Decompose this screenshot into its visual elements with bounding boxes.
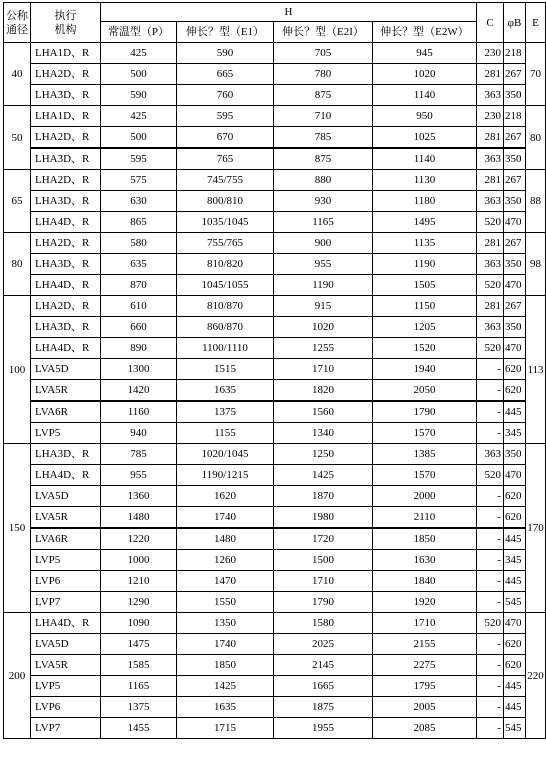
h-p-cell: 635 — [101, 254, 177, 275]
h-p-cell: 630 — [101, 191, 177, 212]
h-e2i-cell: 1580 — [274, 613, 373, 634]
header-dn: 公称 通径 — [4, 3, 31, 43]
h-e1-cell: 1635 — [177, 380, 274, 402]
b-cell: 267 — [504, 233, 526, 254]
c-cell: 363 — [477, 85, 504, 106]
h-p-cell: 1220 — [101, 528, 177, 550]
header-b: φB — [504, 3, 526, 43]
header-e: E — [526, 3, 546, 43]
mechanism-cell: LHA2D、R — [31, 64, 101, 85]
c-cell: 281 — [477, 296, 504, 317]
h-p-cell: 580 — [101, 233, 177, 254]
h-e1-cell: 1470 — [177, 571, 274, 592]
h-e2i-cell: 1710 — [274, 359, 373, 380]
e-cell: 80 — [526, 106, 546, 170]
h-e2w-cell: 2005 — [373, 697, 477, 718]
h-p-cell: 595 — [101, 148, 177, 170]
c-cell: - — [477, 401, 504, 423]
table-row — [4, 317, 546, 338]
c-cell: - — [477, 528, 504, 550]
h-e2i-cell: 780 — [274, 64, 373, 85]
table-row — [4, 338, 546, 359]
table-row — [4, 634, 546, 655]
h-e2i-cell: 1020 — [274, 317, 373, 338]
b-cell: 470 — [504, 212, 526, 233]
h-e2w-cell: 1840 — [373, 571, 477, 592]
h-e2w-cell: 1795 — [373, 676, 477, 697]
mechanism-cell: LVP6 — [31, 697, 101, 718]
h-e2i-cell: 880 — [274, 170, 373, 191]
mechanism-cell: LVA5D — [31, 486, 101, 507]
mechanism-cell: LHA3D、R — [31, 85, 101, 106]
b-cell: 267 — [504, 296, 526, 317]
b-cell: 445 — [504, 676, 526, 697]
h-e1-cell: 1020/1045 — [177, 444, 274, 465]
mechanism-cell: LVP5 — [31, 550, 101, 571]
b-cell: 267 — [504, 170, 526, 191]
mechanism-cell: LVA5R — [31, 655, 101, 676]
dn-cell: 80 — [4, 233, 31, 296]
b-cell: 350 — [504, 444, 526, 465]
h-e1-cell: 1100/1110 — [177, 338, 274, 359]
h-e1-cell: 860/870 — [177, 317, 274, 338]
h-e1-cell: 1740 — [177, 634, 274, 655]
mechanism-cell: LHA4D、R — [31, 275, 101, 296]
table-row — [4, 592, 546, 613]
h-e2w-cell: 1940 — [373, 359, 477, 380]
c-cell: 520 — [477, 275, 504, 296]
table-row — [4, 64, 546, 85]
table-row — [4, 254, 546, 275]
h-p-cell: 870 — [101, 275, 177, 296]
b-cell: 218 — [504, 43, 526, 64]
b-cell: 350 — [504, 148, 526, 170]
b-cell: 218 — [504, 106, 526, 127]
header-h: H — [101, 3, 477, 22]
h-e2w-cell: 1385 — [373, 444, 477, 465]
mechanism-cell: LHA4D、R — [31, 212, 101, 233]
b-cell: 620 — [504, 486, 526, 507]
table-row — [4, 275, 546, 296]
table-row — [4, 106, 546, 127]
b-cell: 445 — [504, 528, 526, 550]
header-mechanism: 执行 机构 — [31, 3, 101, 43]
dn-cell: 150 — [4, 444, 31, 613]
table-row — [4, 233, 546, 254]
h-p-cell: 890 — [101, 338, 177, 359]
b-cell: 620 — [504, 359, 526, 380]
h-e2w-cell: 1505 — [373, 275, 477, 296]
h-e2i-cell: 875 — [274, 148, 373, 170]
mechanism-cell: LVA5D — [31, 359, 101, 380]
table-row — [4, 380, 546, 402]
h-e1-cell: 810/870 — [177, 296, 274, 317]
h-e1-cell: 800/810 — [177, 191, 274, 212]
h-e2i-cell: 1665 — [274, 676, 373, 697]
c-cell: 363 — [477, 254, 504, 275]
h-e2w-cell: 1790 — [373, 401, 477, 423]
dn-cell: 200 — [4, 613, 31, 739]
c-cell: 363 — [477, 148, 504, 170]
h-e2i-cell: 2145 — [274, 655, 373, 676]
b-cell: 470 — [504, 275, 526, 296]
c-cell: - — [477, 359, 504, 380]
table-row — [4, 359, 546, 380]
h-p-cell: 1420 — [101, 380, 177, 402]
h-e1-cell: 755/765 — [177, 233, 274, 254]
table-row — [4, 296, 546, 317]
h-e1-cell: 1375 — [177, 401, 274, 423]
h-e1-cell: 1045/1055 — [177, 275, 274, 296]
h-p-cell: 1480 — [101, 507, 177, 529]
h-e2i-cell: 1790 — [274, 592, 373, 613]
table-row — [4, 528, 546, 550]
b-cell: 350 — [504, 85, 526, 106]
b-cell: 620 — [504, 507, 526, 529]
dn-cell: 50 — [4, 106, 31, 170]
h-e2i-cell: 1875 — [274, 697, 373, 718]
h-e2w-cell: 1025 — [373, 127, 477, 149]
mechanism-cell: LHA3D、R — [31, 148, 101, 170]
h-e1-cell: 810/820 — [177, 254, 274, 275]
c-cell: - — [477, 486, 504, 507]
mechanism-cell: LVA5D — [31, 634, 101, 655]
h-p-cell: 500 — [101, 127, 177, 149]
h-e2w-cell: 1570 — [373, 423, 477, 444]
table-row — [4, 676, 546, 697]
table-row — [4, 127, 546, 149]
c-cell: 281 — [477, 170, 504, 191]
b-cell: 470 — [504, 613, 526, 634]
h-e2i-cell: 915 — [274, 296, 373, 317]
e-cell: 70 — [526, 43, 546, 106]
dimension-table — [3, 2, 546, 739]
table-row — [4, 613, 546, 634]
h-p-cell: 940 — [101, 423, 177, 444]
c-cell: - — [477, 592, 504, 613]
b-cell: 350 — [504, 317, 526, 338]
mechanism-cell: LVP5 — [31, 676, 101, 697]
h-e2w-cell: 1140 — [373, 148, 477, 170]
b-cell: 620 — [504, 634, 526, 655]
h-p-cell: 425 — [101, 106, 177, 127]
h-p-cell: 865 — [101, 212, 177, 233]
mechanism-cell: LHA2D、R — [31, 127, 101, 149]
h-e2i-cell: 1500 — [274, 550, 373, 571]
e-cell: 98 — [526, 233, 546, 296]
h-e2w-cell: 1130 — [373, 170, 477, 191]
table-row — [4, 507, 546, 529]
h-e1-cell: 1620 — [177, 486, 274, 507]
mechanism-cell: LVA6R — [31, 528, 101, 550]
e-cell: 170 — [526, 444, 546, 613]
table-row — [4, 486, 546, 507]
c-cell: - — [477, 676, 504, 697]
h-e2w-cell: 2050 — [373, 380, 477, 402]
h-e2i-cell: 875 — [274, 85, 373, 106]
table-row — [4, 718, 546, 739]
h-e1-cell: 1190/1215 — [177, 465, 274, 486]
c-cell: - — [477, 423, 504, 444]
table-row — [4, 571, 546, 592]
h-e1-cell: 1550 — [177, 592, 274, 613]
h-e2i-cell: 1870 — [274, 486, 373, 507]
h-e2w-cell: 2275 — [373, 655, 477, 676]
table-row — [4, 444, 546, 465]
c-cell: 363 — [477, 317, 504, 338]
h-e1-cell: 1635 — [177, 697, 274, 718]
b-cell: 267 — [504, 64, 526, 85]
c-cell: 230 — [477, 106, 504, 127]
h-e1-cell: 1350 — [177, 613, 274, 634]
h-e1-cell: 745/755 — [177, 170, 274, 191]
c-cell: - — [477, 655, 504, 676]
h-e1-cell: 1515 — [177, 359, 274, 380]
h-p-cell: 1360 — [101, 486, 177, 507]
b-cell: 545 — [504, 718, 526, 739]
h-p-cell: 500 — [101, 64, 177, 85]
mechanism-cell: LVP5 — [31, 423, 101, 444]
h-e2w-cell: 1140 — [373, 85, 477, 106]
table-row — [4, 170, 546, 191]
h-e2i-cell: 955 — [274, 254, 373, 275]
b-cell: 350 — [504, 254, 526, 275]
b-cell: 620 — [504, 380, 526, 402]
h-p-cell: 1210 — [101, 571, 177, 592]
table-row — [4, 550, 546, 571]
h-e2i-cell: 710 — [274, 106, 373, 127]
mechanism-cell: LHA4D、R — [31, 338, 101, 359]
dn-cell: 40 — [4, 43, 31, 106]
mechanism-cell: LVP7 — [31, 592, 101, 613]
mechanism-cell: LVP7 — [31, 718, 101, 739]
mechanism-cell: LHA4D、R — [31, 465, 101, 486]
h-p-cell: 425 — [101, 43, 177, 64]
h-e1-cell: 1715 — [177, 718, 274, 739]
h-e1-cell: 590 — [177, 43, 274, 64]
e-cell: 88 — [526, 170, 546, 233]
h-p-cell: 1165 — [101, 676, 177, 697]
h-p-cell: 1585 — [101, 655, 177, 676]
h-e2w-cell: 2110 — [373, 507, 477, 529]
c-cell: 281 — [477, 127, 504, 149]
mechanism-cell: LVP6 — [31, 571, 101, 592]
mechanism-cell: LHA3D、R — [31, 191, 101, 212]
h-e2i-cell: 1425 — [274, 465, 373, 486]
header-c: C — [477, 3, 504, 43]
h-e1-cell: 1260 — [177, 550, 274, 571]
h-e2w-cell: 2155 — [373, 634, 477, 655]
mechanism-cell: LHA3D、R — [31, 254, 101, 275]
c-cell: 281 — [477, 233, 504, 254]
b-cell: 545 — [504, 592, 526, 613]
c-cell: - — [477, 718, 504, 739]
h-p-cell: 660 — [101, 317, 177, 338]
c-cell: 520 — [477, 212, 504, 233]
h-e1-cell: 595 — [177, 106, 274, 127]
h-p-cell: 1475 — [101, 634, 177, 655]
c-cell: - — [477, 634, 504, 655]
h-p-cell: 785 — [101, 444, 177, 465]
h-p-cell: 1000 — [101, 550, 177, 571]
table-row — [4, 43, 546, 64]
mechanism-cell: LVA5R — [31, 380, 101, 402]
b-cell: 620 — [504, 655, 526, 676]
mechanism-cell: LHA1D、R — [31, 106, 101, 127]
h-e2w-cell: 1180 — [373, 191, 477, 212]
h-e2w-cell: 2000 — [373, 486, 477, 507]
h-p-cell: 1300 — [101, 359, 177, 380]
h-e2i-cell: 1190 — [274, 275, 373, 296]
mechanism-cell: LHA2D、R — [31, 170, 101, 191]
mechanism-cell: LHA3D、R — [31, 317, 101, 338]
table-row — [4, 655, 546, 676]
h-e1-cell: 670 — [177, 127, 274, 149]
h-e2w-cell: 1205 — [373, 317, 477, 338]
h-p-cell: 610 — [101, 296, 177, 317]
mechanism-cell: LHA4D、R — [31, 613, 101, 634]
mechanism-cell: LHA2D、R — [31, 296, 101, 317]
h-e2i-cell: 1560 — [274, 401, 373, 423]
h-e2i-cell: 1955 — [274, 718, 373, 739]
c-cell: 281 — [477, 64, 504, 85]
h-e2i-cell: 1710 — [274, 571, 373, 592]
table-row — [4, 85, 546, 106]
h-e2i-cell: 785 — [274, 127, 373, 149]
h-e2w-cell: 1850 — [373, 528, 477, 550]
h-e1-cell: 765 — [177, 148, 274, 170]
mechanism-cell: LVA5R — [31, 507, 101, 529]
h-e2w-cell: 1135 — [373, 233, 477, 254]
h-p-cell: 1290 — [101, 592, 177, 613]
b-cell: 345 — [504, 423, 526, 444]
c-cell: - — [477, 507, 504, 529]
c-cell: 520 — [477, 465, 504, 486]
c-cell: - — [477, 550, 504, 571]
h-e1-cell: 760 — [177, 85, 274, 106]
c-cell: - — [477, 380, 504, 402]
e-cell: 113 — [526, 296, 546, 444]
b-cell: 267 — [504, 127, 526, 149]
h-e2i-cell: 1340 — [274, 423, 373, 444]
h-e2i-cell: 1250 — [274, 444, 373, 465]
h-p-cell: 590 — [101, 85, 177, 106]
c-cell: 520 — [477, 338, 504, 359]
h-e2w-cell: 1190 — [373, 254, 477, 275]
h-e2w-cell: 1630 — [373, 550, 477, 571]
h-e2w-cell: 950 — [373, 106, 477, 127]
b-cell: 350 — [504, 191, 526, 212]
h-p-cell: 575 — [101, 170, 177, 191]
h-e2w-cell: 945 — [373, 43, 477, 64]
h-p-cell: 1375 — [101, 697, 177, 718]
h-e1-cell: 1850 — [177, 655, 274, 676]
h-e1-cell: 1155 — [177, 423, 274, 444]
e-cell: 220 — [526, 613, 546, 739]
c-cell: - — [477, 571, 504, 592]
header-e1: 伸长？型（E1） — [177, 22, 274, 43]
h-e2w-cell: 1570 — [373, 465, 477, 486]
mechanism-cell: LHA3D、R — [31, 444, 101, 465]
h-e1-cell: 1425 — [177, 676, 274, 697]
table-row — [4, 465, 546, 486]
h-e2i-cell: 930 — [274, 191, 373, 212]
h-e1-cell: 1035/1045 — [177, 212, 274, 233]
c-cell: 363 — [477, 444, 504, 465]
c-cell: 230 — [477, 43, 504, 64]
mechanism-cell: LHA2D、R — [31, 233, 101, 254]
b-cell: 345 — [504, 550, 526, 571]
table-row — [4, 697, 546, 718]
h-e2w-cell: 1920 — [373, 592, 477, 613]
dn-cell: 65 — [4, 170, 31, 233]
h-e2w-cell: 1710 — [373, 613, 477, 634]
h-p-cell: 1455 — [101, 718, 177, 739]
h-e2w-cell: 1020 — [373, 64, 477, 85]
h-e2i-cell: 1255 — [274, 338, 373, 359]
mechanism-cell: LVA6R — [31, 401, 101, 423]
mechanism-cell: LHA1D、R — [31, 43, 101, 64]
dn-cell: 100 — [4, 296, 31, 444]
h-e2w-cell: 2085 — [373, 718, 477, 739]
h-e2i-cell: 705 — [274, 43, 373, 64]
header-e2w: 伸长？型（E2W） — [373, 22, 477, 43]
h-e1-cell: 1740 — [177, 507, 274, 529]
table-row — [4, 423, 546, 444]
h-p-cell: 955 — [101, 465, 177, 486]
h-e2w-cell: 1520 — [373, 338, 477, 359]
h-e2w-cell: 1495 — [373, 212, 477, 233]
table-row — [4, 212, 546, 233]
b-cell: 470 — [504, 465, 526, 486]
c-cell: 520 — [477, 613, 504, 634]
h-e2w-cell: 1150 — [373, 296, 477, 317]
header-e2i: 伸长？型（E2I） — [274, 22, 373, 43]
h-p-cell: 1090 — [101, 613, 177, 634]
table-row — [4, 401, 546, 423]
b-cell: 445 — [504, 697, 526, 718]
b-cell: 470 — [504, 338, 526, 359]
table-row — [4, 191, 546, 212]
h-e2i-cell: 1820 — [274, 380, 373, 402]
h-p-cell: 1160 — [101, 401, 177, 423]
header-p: 常温型（P） — [101, 22, 177, 43]
b-cell: 445 — [504, 401, 526, 423]
c-cell: 363 — [477, 191, 504, 212]
h-e1-cell: 1480 — [177, 528, 274, 550]
h-e2i-cell: 1165 — [274, 212, 373, 233]
c-cell: - — [477, 697, 504, 718]
table-row — [4, 148, 546, 170]
h-e2i-cell: 1720 — [274, 528, 373, 550]
h-e2i-cell: 2025 — [274, 634, 373, 655]
h-e2i-cell: 900 — [274, 233, 373, 254]
h-e2i-cell: 1980 — [274, 507, 373, 529]
b-cell: 445 — [504, 571, 526, 592]
h-e1-cell: 665 — [177, 64, 274, 85]
